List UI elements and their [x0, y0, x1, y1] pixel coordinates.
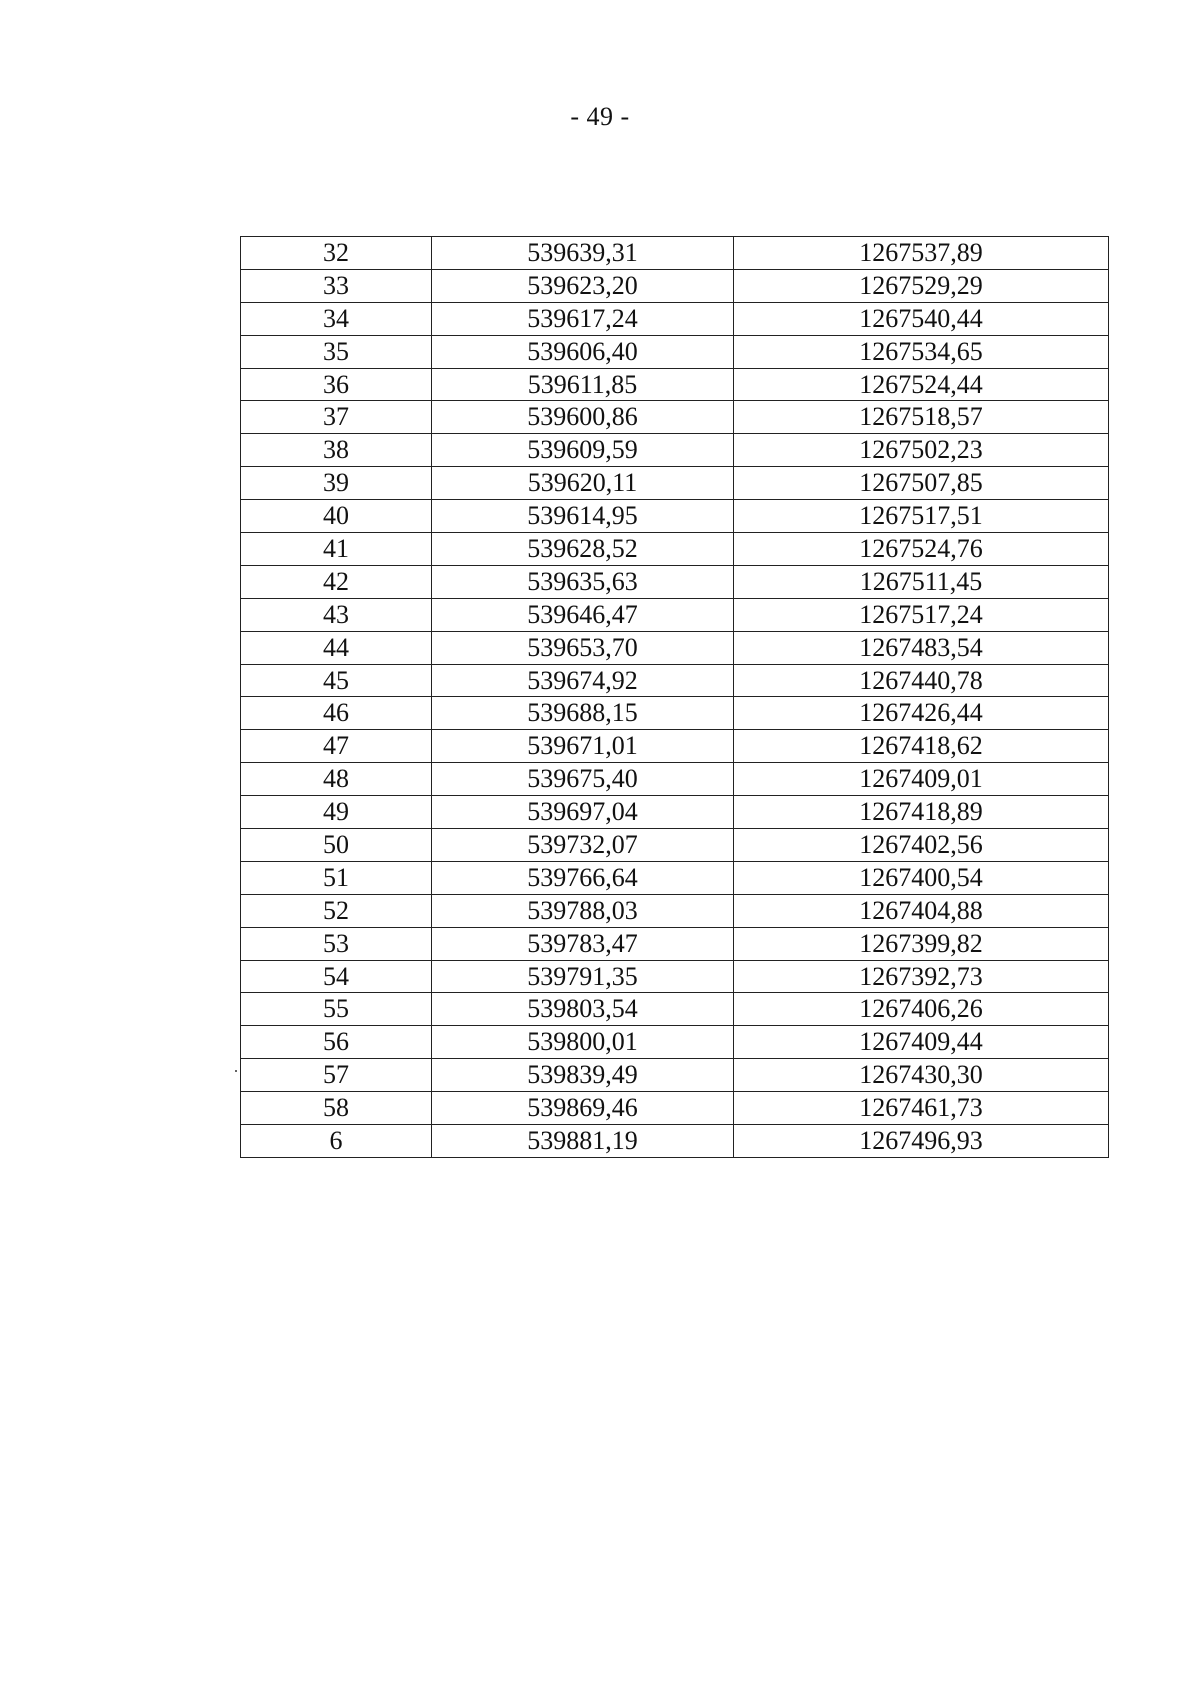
point-number-cell: 42 — [241, 565, 432, 598]
x-coordinate-cell: 539606,40 — [432, 335, 734, 368]
table-row — [241, 237, 1109, 270]
x-coordinate-cell: 539881,19 — [432, 1125, 734, 1158]
x-coordinate-cell: 539617,24 — [432, 302, 734, 335]
y-coordinate-cell: 1267483,54 — [734, 631, 1109, 664]
x-coordinate-cell: 539800,01 — [432, 1026, 734, 1059]
point-number-cell: 55 — [241, 993, 432, 1026]
y-coordinate-cell: 1267404,88 — [734, 894, 1109, 927]
table-row — [241, 434, 1109, 467]
table-row — [241, 1092, 1109, 1125]
table-row — [241, 829, 1109, 862]
table-row — [241, 927, 1109, 960]
x-coordinate-cell: 539620,11 — [432, 467, 734, 500]
y-coordinate-cell: 1267537,89 — [734, 237, 1109, 270]
point-number-cell: 51 — [241, 861, 432, 894]
table-row — [241, 730, 1109, 763]
point-number-cell: 54 — [241, 960, 432, 993]
y-coordinate-cell: 1267517,51 — [734, 500, 1109, 533]
y-coordinate-cell: 1267511,45 — [734, 565, 1109, 598]
table-row — [241, 598, 1109, 631]
x-coordinate-cell: 539839,49 — [432, 1059, 734, 1092]
point-number-cell: 58 — [241, 1092, 432, 1125]
x-coordinate-cell: 539611,85 — [432, 368, 734, 401]
table-row — [241, 467, 1109, 500]
table-row — [241, 631, 1109, 664]
table-row — [241, 960, 1109, 993]
x-coordinate-cell: 539674,92 — [432, 664, 734, 697]
table-row — [241, 1125, 1109, 1158]
y-coordinate-cell: 1267534,65 — [734, 335, 1109, 368]
y-coordinate-cell: 1267418,62 — [734, 730, 1109, 763]
table-row — [241, 894, 1109, 927]
stray-mark — [235, 1070, 237, 1072]
point-number-cell: 52 — [241, 894, 432, 927]
table-row — [241, 401, 1109, 434]
y-coordinate-cell: 1267409,44 — [734, 1026, 1109, 1059]
point-number-cell: 47 — [241, 730, 432, 763]
table-row — [241, 861, 1109, 894]
point-number-cell: 43 — [241, 598, 432, 631]
x-coordinate-cell: 539653,70 — [432, 631, 734, 664]
x-coordinate-cell: 539788,03 — [432, 894, 734, 927]
x-coordinate-cell: 539675,40 — [432, 763, 734, 796]
x-coordinate-cell: 539869,46 — [432, 1092, 734, 1125]
table-row — [241, 565, 1109, 598]
x-coordinate-cell: 539628,52 — [432, 533, 734, 566]
table-row — [241, 335, 1109, 368]
table-row — [241, 500, 1109, 533]
table-row — [241, 796, 1109, 829]
coordinates-table — [240, 236, 1109, 1158]
y-coordinate-cell: 1267524,76 — [734, 533, 1109, 566]
point-number-cell: 45 — [241, 664, 432, 697]
y-coordinate-cell: 1267529,29 — [734, 269, 1109, 302]
x-coordinate-cell: 539766,64 — [432, 861, 734, 894]
point-number-cell: 56 — [241, 1026, 432, 1059]
x-coordinate-cell: 539803,54 — [432, 993, 734, 1026]
point-number-cell: 6 — [241, 1125, 432, 1158]
x-coordinate-cell: 539639,31 — [432, 237, 734, 270]
y-coordinate-cell: 1267496,93 — [734, 1125, 1109, 1158]
page-number: - 49 - — [570, 102, 630, 131]
x-coordinate-cell: 539635,63 — [432, 565, 734, 598]
point-number-cell: 37 — [241, 401, 432, 434]
point-number-cell: 39 — [241, 467, 432, 500]
point-number-cell: 34 — [241, 302, 432, 335]
y-coordinate-cell: 1267406,26 — [734, 993, 1109, 1026]
table-row — [241, 269, 1109, 302]
point-number-cell: 48 — [241, 763, 432, 796]
point-number-cell: 50 — [241, 829, 432, 862]
point-number-cell: 49 — [241, 796, 432, 829]
y-coordinate-cell: 1267409,01 — [734, 763, 1109, 796]
y-coordinate-cell: 1267517,24 — [734, 598, 1109, 631]
table-row — [241, 302, 1109, 335]
x-coordinate-cell: 539791,35 — [432, 960, 734, 993]
x-coordinate-cell: 539614,95 — [432, 500, 734, 533]
y-coordinate-cell: 1267540,44 — [734, 302, 1109, 335]
point-number-cell: 53 — [241, 927, 432, 960]
point-number-cell: 41 — [241, 533, 432, 566]
point-number-cell: 36 — [241, 368, 432, 401]
point-number-cell: 35 — [241, 335, 432, 368]
x-coordinate-cell: 539671,01 — [432, 730, 734, 763]
table-row — [241, 368, 1109, 401]
y-coordinate-cell: 1267430,30 — [734, 1059, 1109, 1092]
y-coordinate-cell: 1267400,54 — [734, 861, 1109, 894]
x-coordinate-cell: 539783,47 — [432, 927, 734, 960]
point-number-cell: 46 — [241, 697, 432, 730]
point-number-cell: 57 — [241, 1059, 432, 1092]
y-coordinate-cell: 1267402,56 — [734, 829, 1109, 862]
coordinates-table-body — [241, 237, 1109, 1158]
x-coordinate-cell: 539609,59 — [432, 434, 734, 467]
x-coordinate-cell: 539732,07 — [432, 829, 734, 862]
x-coordinate-cell: 539600,86 — [432, 401, 734, 434]
y-coordinate-cell: 1267399,82 — [734, 927, 1109, 960]
table-row — [241, 533, 1109, 566]
point-number-cell: 40 — [241, 500, 432, 533]
y-coordinate-cell: 1267502,23 — [734, 434, 1109, 467]
x-coordinate-cell: 539697,04 — [432, 796, 734, 829]
x-coordinate-cell: 539623,20 — [432, 269, 734, 302]
y-coordinate-cell: 1267426,44 — [734, 697, 1109, 730]
x-coordinate-cell: 539646,47 — [432, 598, 734, 631]
y-coordinate-cell: 1267507,85 — [734, 467, 1109, 500]
y-coordinate-cell: 1267518,57 — [734, 401, 1109, 434]
table-row — [241, 1026, 1109, 1059]
x-coordinate-cell: 539688,15 — [432, 697, 734, 730]
table-row — [241, 664, 1109, 697]
table-row — [241, 1059, 1109, 1092]
y-coordinate-cell: 1267461,73 — [734, 1092, 1109, 1125]
point-number-cell: 38 — [241, 434, 432, 467]
y-coordinate-cell: 1267418,89 — [734, 796, 1109, 829]
point-number-cell: 33 — [241, 269, 432, 302]
table-row — [241, 993, 1109, 1026]
y-coordinate-cell: 1267440,78 — [734, 664, 1109, 697]
table-row — [241, 697, 1109, 730]
y-coordinate-cell: 1267524,44 — [734, 368, 1109, 401]
table-row — [241, 763, 1109, 796]
y-coordinate-cell: 1267392,73 — [734, 960, 1109, 993]
point-number-cell: 32 — [241, 237, 432, 270]
point-number-cell: 44 — [241, 631, 432, 664]
